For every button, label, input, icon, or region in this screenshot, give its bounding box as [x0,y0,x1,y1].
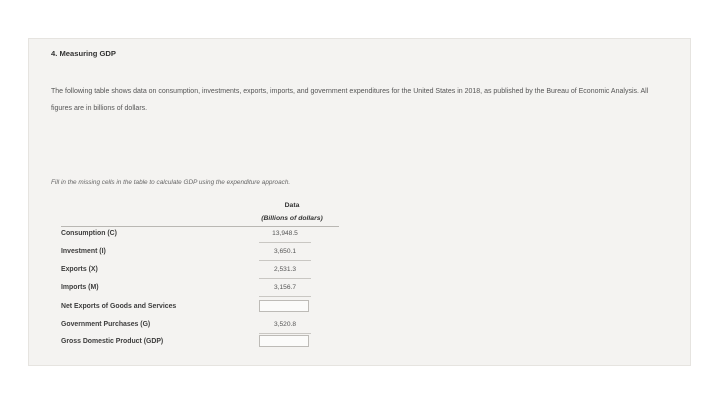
row-label-gdp: Gross Domestic Product (GDP) [61,338,164,345]
value-imports: 3,156.7 [274,284,296,291]
row-label-investment: Investment (I) [61,248,106,255]
row-label-consumption: Consumption (C) [61,230,117,237]
instruction-text: Fill in the missing cells in the table to calculate GDP using the expenditure approach. [51,179,291,186]
net-exports-input[interactable] [259,300,309,312]
gdp-input[interactable] [259,335,309,347]
row-label-exports: Exports (X) [61,266,98,273]
value-underline [259,278,311,279]
header-divider [61,226,339,227]
column-header: Data [284,202,300,209]
row-label-government: Government Purchases (G) [61,321,151,328]
question-panel [28,38,691,366]
value-underline [259,333,311,334]
column-subheader: (Billions of dollars) [261,215,323,222]
value-underline [259,260,311,261]
value-underline [259,296,311,297]
section-heading: 4. Measuring GDP [51,49,116,58]
row-label-imports: Imports (M) [61,284,99,291]
value-exports: 2,531.3 [274,266,296,273]
row-label-net-exports: Net Exports of Goods and Services [61,303,177,310]
value-consumption: 13,948.5 [272,230,298,237]
value-investment: 3,650.1 [274,248,296,255]
value-underline [259,242,311,243]
value-government: 3,520.8 [274,321,296,328]
intro-paragraph: The following table shows data on consumption, investments, exports, imports, and government expenditures for the United States in 2018, as published by the Bureau of Economic Analysis. All figures are in billions of dollars. [51,88,649,112]
